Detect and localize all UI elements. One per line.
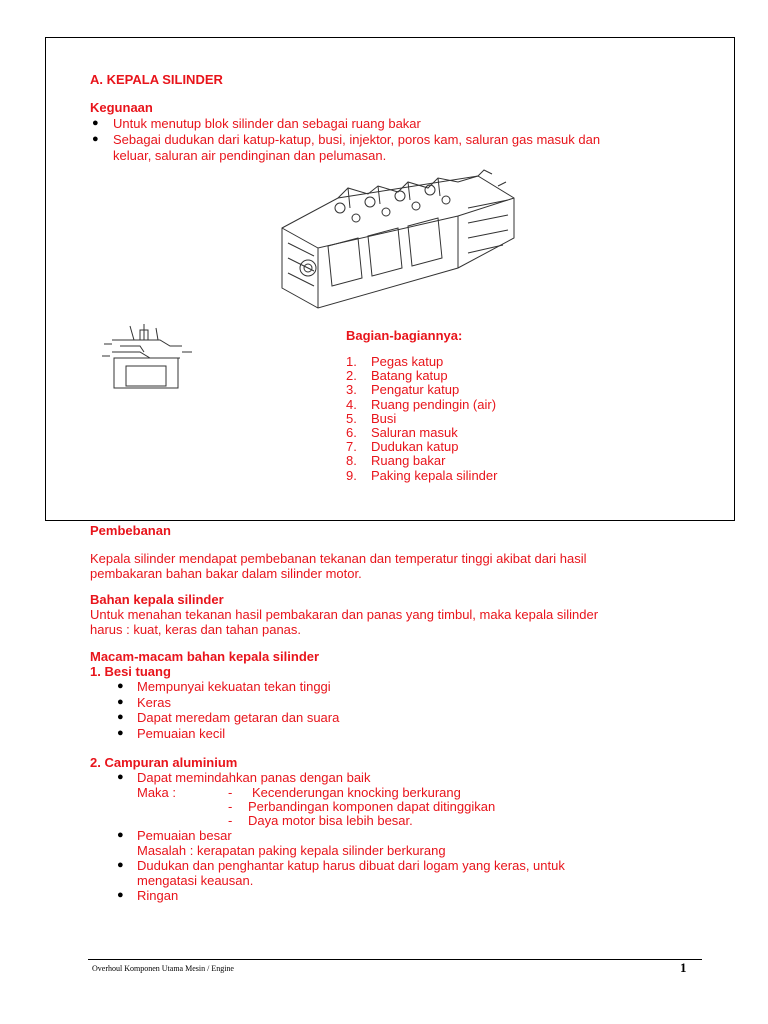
list-item: 2. Batang katup (346, 368, 448, 384)
dash: - (228, 813, 233, 828)
masalah-text: Masalah : kerapatan paking kepala silinder berkurang (137, 843, 446, 858)
alu-item: Dapat memindahkan panas dengan baik (137, 770, 371, 785)
list-item: 4. Ruang pendingin (air) (346, 396, 497, 412)
cylinder-head-illustration (278, 168, 518, 316)
bahan-text: harus : kuat, keras dan tahan panas. (90, 622, 302, 637)
bullet-icon: ● (117, 889, 124, 901)
kegunaan-item-cont: keluar, saluran air pendinginan dan pelumasan. (113, 148, 387, 163)
maka-item: Daya motor bisa lebih besar. (248, 813, 413, 828)
bullet-icon: ● (117, 829, 124, 841)
list-item: 8. Ruang bakar (346, 453, 446, 469)
besi-item: Keras (137, 695, 171, 710)
pembebanan-heading: Pembebanan (90, 523, 171, 538)
bullet-icon: ● (117, 680, 124, 692)
pembebanan-text: Kepala silinder mendapat pembebanan tekanan dan temperatur tinggi akibat dari hasil (90, 551, 587, 566)
kegunaan-item: Untuk menutup blok silinder dan sebagai ruang bakar (113, 116, 421, 131)
alu-item: Dudukan dan penghantar katup harus dibuat dari logam yang keras, untuk (137, 858, 565, 873)
list-item: 1. Pegas katup (346, 354, 444, 369)
bagian-heading: Bagian-bagiannya: (346, 328, 463, 343)
footer-divider (88, 959, 702, 960)
besi-item: Pemuaian kecil (137, 726, 226, 741)
alu-title: 2. Campuran aluminium (90, 755, 238, 770)
pembebanan-text: pembakaran bahan bakar dalam silinder motor. (90, 566, 362, 581)
alu-item: Pemuaian besar (137, 828, 232, 843)
bullet-icon: ● (117, 711, 124, 723)
besi-item: Mempunyai kekuatan tekan tinggi (137, 679, 331, 694)
list-item: 3. Pengatur katup (346, 382, 460, 398)
bullet-icon: ● (117, 859, 124, 871)
bahan-text: Untuk menahan tekanan hasil pembakaran dan panas yang timbul, maka kepala silinder (90, 607, 599, 622)
bullet-icon: ● (117, 727, 124, 739)
bullet-icon: ● (92, 117, 99, 129)
section-title: A. KEPALA SILINDER (90, 72, 223, 87)
bagian-list (346, 355, 497, 483)
macam-heading: Macam-macam bahan kepala silinder (90, 649, 320, 664)
kegunaan-heading: Kegunaan (90, 100, 153, 115)
maka-item: Kecenderungan knocking berkurang (252, 785, 461, 800)
page-number: 1 (680, 960, 687, 975)
bullet-icon: ● (92, 133, 99, 145)
list-item: 7. Dudukan katup (346, 439, 459, 455)
list-item: 6. Saluran masuk (346, 425, 458, 441)
maka-item: Perbandingan komponen dapat ditinggikan (248, 799, 496, 814)
alu-item: Ringan (137, 888, 179, 903)
maka-label: Maka : (137, 785, 177, 800)
besi-title: 1. Besi tuang (90, 664, 171, 679)
bullet-icon: ● (117, 696, 124, 708)
dash: - (228, 785, 233, 800)
besi-item: Dapat meredam getaran dan suara (137, 710, 340, 725)
list-item: 5. Busi (346, 410, 397, 426)
alu-item-cont: mengatasi keausan. (137, 873, 254, 888)
bahan-heading: Bahan kepala silinder (90, 592, 224, 607)
bullet-icon: ● (117, 771, 124, 783)
footer-text: Overhoul Komponen Utama Mesin / Engine (92, 964, 234, 973)
kegunaan-item: Sebagai dudukan dari katup-katup, busi, injektor, poros kam, saluran gas masuk dan (113, 132, 601, 147)
list-item: 9. Paking kepala silinder (346, 467, 498, 483)
cross-section-illustration (100, 322, 200, 392)
dash: - (228, 799, 233, 814)
